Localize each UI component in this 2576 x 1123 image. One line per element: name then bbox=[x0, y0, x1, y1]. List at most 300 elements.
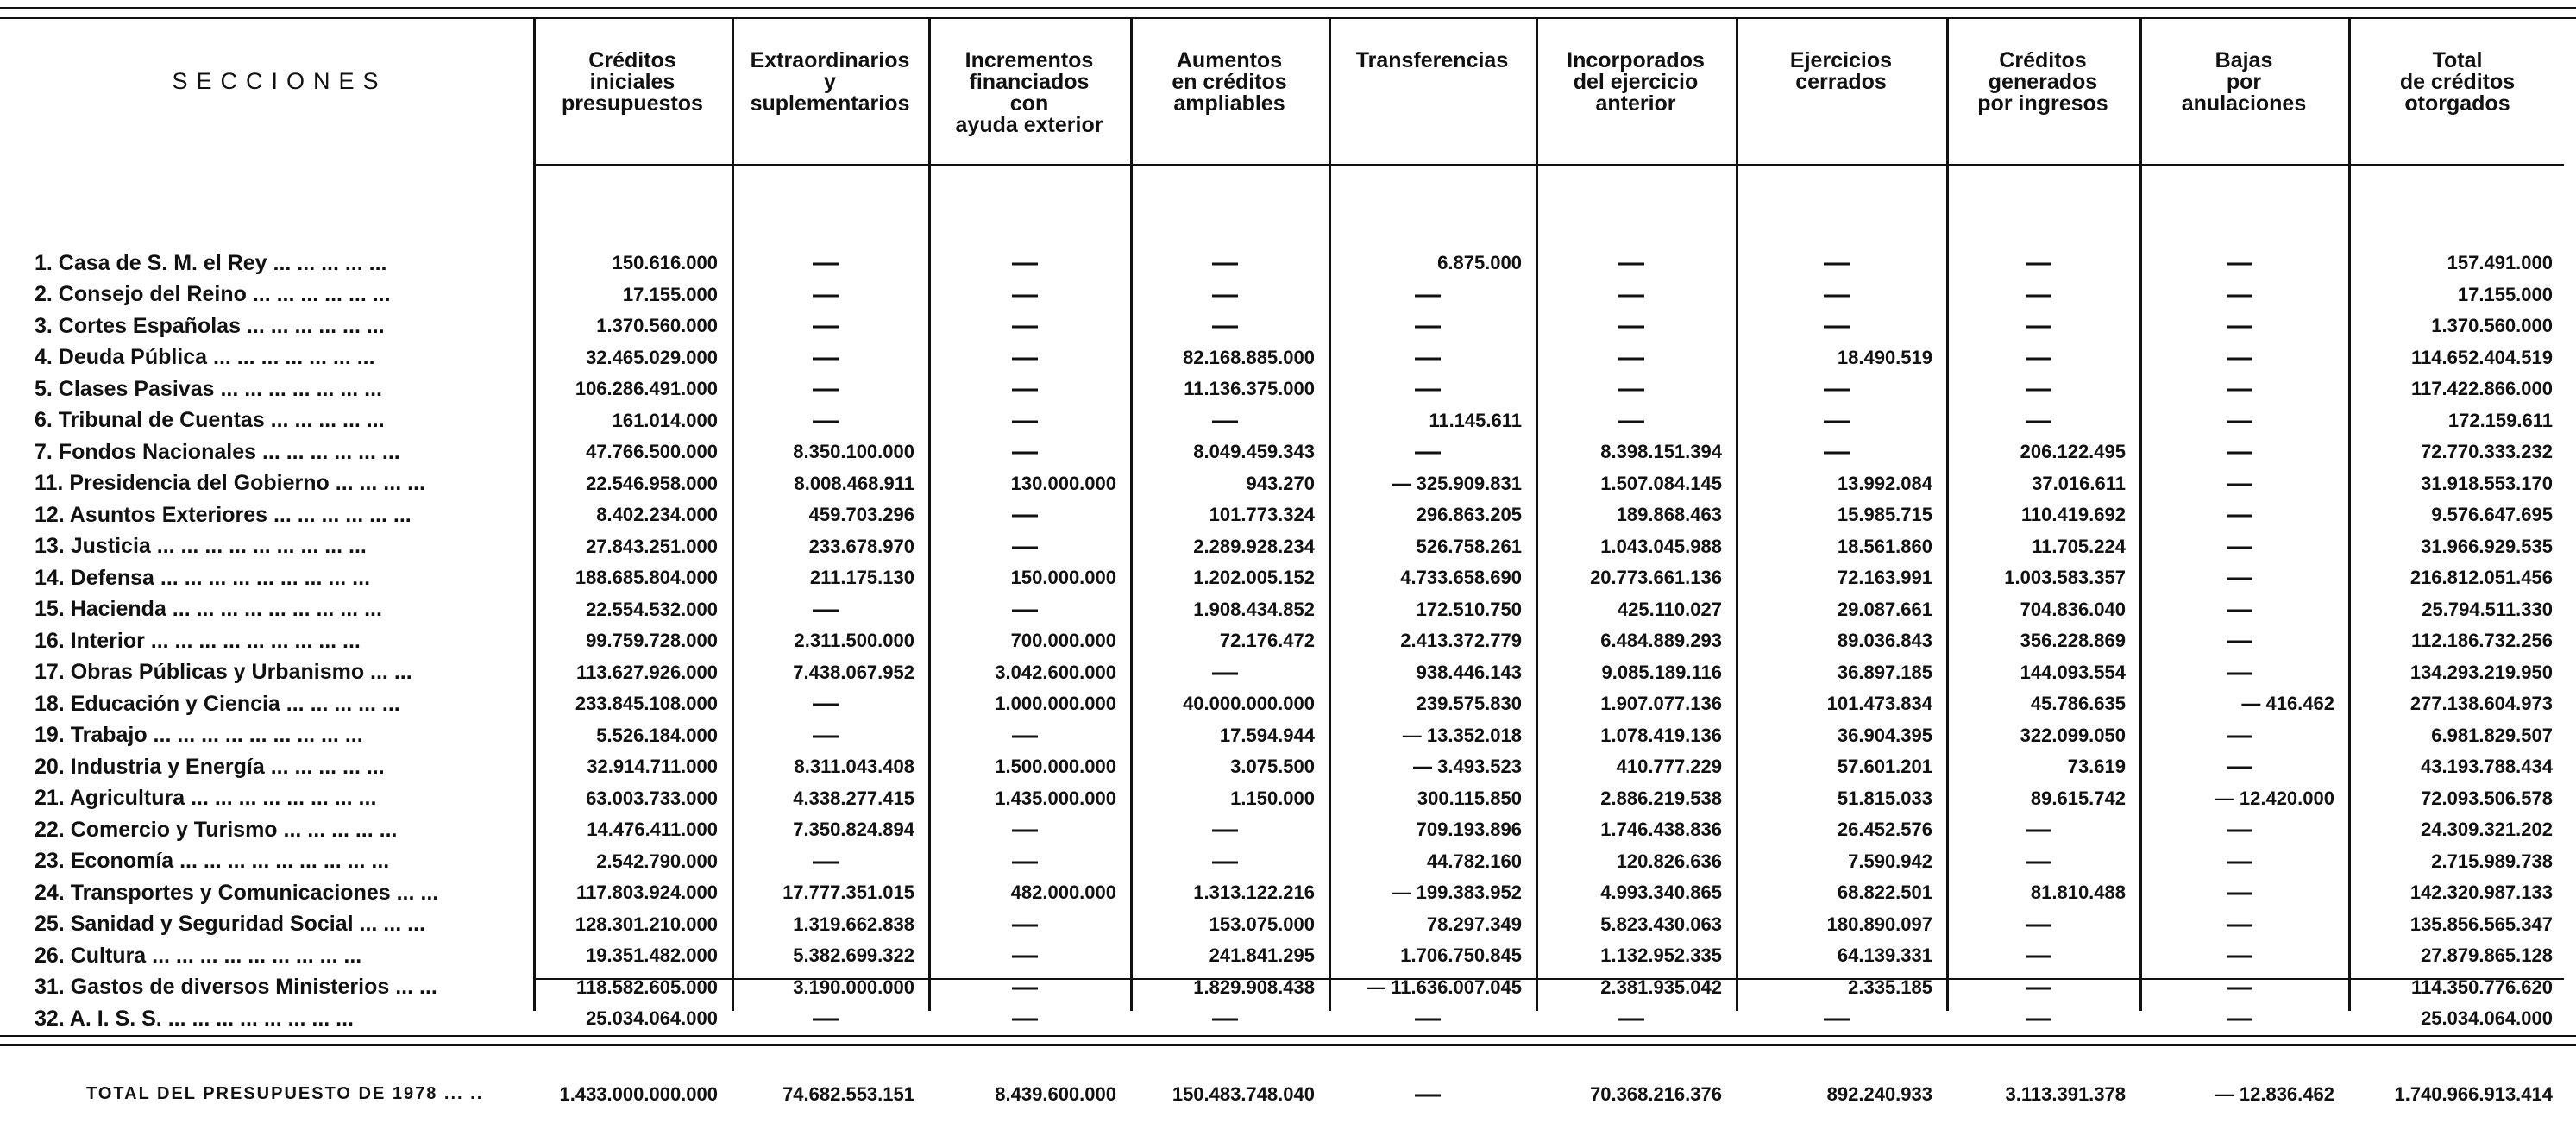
table-cell: — bbox=[2227, 972, 2252, 1001]
table-cell: 40.000.000.000 bbox=[1183, 693, 1315, 715]
table-cell: — bbox=[1012, 311, 1038, 341]
table-cell: — bbox=[2227, 846, 2252, 875]
table-cell: 1.319.662.838 bbox=[793, 913, 914, 935]
table-cell: — bbox=[1012, 1004, 1038, 1033]
table-cell: 51.815.033 bbox=[1837, 787, 1932, 809]
column-header-transferencias: Transferencias bbox=[1355, 48, 1509, 72]
table-cell: 3.075.500 bbox=[1230, 756, 1315, 778]
column-header-incorporados: Incorporados del ejercicio anterior bbox=[1567, 48, 1705, 116]
column-header-total: Total de créditos otorgados bbox=[2399, 48, 2516, 116]
table-cell: 89.615.742 bbox=[2030, 787, 2126, 809]
table-cell: 89.036.843 bbox=[1837, 630, 1932, 652]
table-cell: — bbox=[813, 405, 839, 435]
table-cell: 45.786.635 bbox=[2030, 693, 2126, 715]
table-cell: 8.398.151.394 bbox=[1600, 441, 1722, 463]
table-cell: — bbox=[1415, 374, 1441, 404]
table-cell: 943.270 bbox=[1246, 472, 1315, 494]
row-label: 22. Comercio y Turismo ... ... ... ... ... bbox=[35, 817, 398, 842]
table-cell: — bbox=[2227, 563, 2252, 593]
table-cell: 153.075.000 bbox=[1209, 913, 1315, 935]
table-cell: — 13.352.018 bbox=[1402, 724, 1522, 746]
table-cell: 296.863.205 bbox=[1416, 504, 1522, 526]
table-cell: — bbox=[1824, 1004, 1850, 1033]
row-label: 23. Economía ... ... ... ... ... ... ... ... ... bbox=[35, 849, 390, 874]
table-cell: 2.381.935.042 bbox=[1600, 976, 1722, 998]
table-cell: 72.163.991 bbox=[1837, 567, 1932, 589]
row-label: 13. Justicia ... ... ... ... ... ... ... ... ... bbox=[35, 534, 367, 559]
table-row bbox=[26, 436, 2567, 468]
table-cell: — bbox=[1212, 248, 1238, 278]
table-cell: — bbox=[813, 374, 839, 404]
table-cell: — bbox=[1012, 815, 1038, 844]
table-cell: 36.897.185 bbox=[1837, 661, 1932, 683]
row-label: 14. Defensa ... ... ... ... ... ... ... ... ... bbox=[35, 565, 371, 590]
table-cell: 6.875.000 bbox=[1437, 252, 1522, 274]
table-cell: 1.435.000.000 bbox=[995, 787, 1116, 809]
table-cell: 277.138.604.973 bbox=[2410, 693, 2553, 715]
total-cell: — 12.836.462 bbox=[2215, 1082, 2334, 1105]
table-cell: — bbox=[1012, 941, 1038, 970]
row-label: 20. Industria y Energía ... ... ... ... ... bbox=[35, 754, 385, 779]
table-cell: 3.190.000.000 bbox=[793, 976, 914, 998]
column-header-ejercicios-cerrados: Ejercicios cerrados bbox=[1789, 48, 1893, 94]
table-cell: 938.446.143 bbox=[1416, 661, 1522, 683]
table-cell: 130.000.000 bbox=[1010, 472, 1116, 494]
table-cell: 1.078.419.136 bbox=[1600, 724, 1722, 746]
table-cell: 5.382.699.322 bbox=[793, 944, 914, 967]
table-cell: 1.706.750.845 bbox=[1400, 944, 1522, 967]
table-cell: 68.822.501 bbox=[1837, 881, 1932, 904]
table-cell: 1.829.908.438 bbox=[1193, 976, 1315, 998]
table-cell: — bbox=[1012, 720, 1038, 750]
table-row bbox=[26, 594, 2567, 626]
table-row bbox=[26, 311, 2567, 342]
table-row bbox=[26, 342, 2567, 374]
table-cell: 37.016.611 bbox=[2032, 472, 2126, 494]
table-cell: 150.000.000 bbox=[1010, 567, 1116, 589]
table-cell: — bbox=[2026, 972, 2051, 1001]
table-cell: — bbox=[2227, 657, 2252, 687]
table-row bbox=[26, 846, 2567, 878]
table-cell: 11.145.611 bbox=[1429, 409, 1522, 431]
table-cell: 1.746.438.836 bbox=[1600, 819, 1722, 841]
table-cell: — bbox=[2227, 878, 2252, 907]
table-cell: 31.918.553.170 bbox=[2421, 472, 2553, 494]
table-cell: 356.228.869 bbox=[2020, 630, 2126, 652]
table-cell: 1.132.952.335 bbox=[1600, 944, 1722, 967]
total-cell: 8.439.600.000 bbox=[995, 1082, 1116, 1105]
table-cell: 101.473.834 bbox=[1826, 693, 1932, 715]
table-cell: 5.823.430.063 bbox=[1600, 913, 1722, 935]
table-cell: 161.014.000 bbox=[612, 409, 718, 431]
table-row bbox=[26, 940, 2567, 972]
table-row bbox=[26, 499, 2567, 531]
row-label: 24. Transportes y Comunicaciones ... ... bbox=[35, 880, 439, 905]
table-cell: 81.810.488 bbox=[2030, 881, 2126, 904]
table-cell: 25.034.064.000 bbox=[586, 1007, 718, 1030]
table-row bbox=[26, 972, 2567, 1004]
row-label: 32. A. I. S. S. ... ... ... ... ... ... ... ... bbox=[35, 1006, 355, 1031]
table-cell: — bbox=[2227, 437, 2252, 467]
table-cell: 526.758.261 bbox=[1416, 535, 1522, 557]
table-cell: — bbox=[2227, 1004, 2252, 1033]
table-cell: — bbox=[1212, 279, 1238, 309]
table-cell: 1.370.560.000 bbox=[2431, 315, 2553, 337]
table-cell: 8.008.468.911 bbox=[794, 472, 914, 494]
table-cell: 11.136.375.000 bbox=[1184, 378, 1315, 400]
table-cell: 64.139.331 bbox=[1837, 944, 1932, 967]
table-cell: — 11.636.007.045 bbox=[1367, 976, 1522, 998]
table-row bbox=[26, 248, 2567, 279]
column-header-creditos-iniciales: Créditos iniciales presupuestos bbox=[562, 48, 703, 116]
table-cell: 142.320.987.133 bbox=[2410, 881, 2553, 904]
row-label: 6. Tribunal de Cuentas ... ... ... ... ... bbox=[35, 408, 385, 433]
table-cell: — bbox=[2026, 248, 2051, 278]
row-label: 4. Deuda Pública ... ... ... ... ... ... ... bbox=[35, 345, 375, 370]
table-cell: 157.491.000 bbox=[2447, 252, 2553, 274]
row-label: 12. Asuntos Exteriores ... ... ... ... ... ... bbox=[35, 502, 412, 527]
table-cell: 2.289.928.234 bbox=[1193, 535, 1315, 557]
table-row bbox=[26, 909, 2567, 941]
table-cell: — bbox=[2227, 374, 2252, 404]
table-row bbox=[26, 562, 2567, 594]
table-cell: — bbox=[1012, 437, 1038, 467]
row-label: 26. Cultura ... ... ... ... ... ... ... ... ... bbox=[35, 943, 362, 968]
table-cell: 482.000.000 bbox=[1010, 881, 1116, 904]
table-cell: 2.886.219.538 bbox=[1600, 787, 1722, 809]
table-cell: — bbox=[1012, 342, 1038, 372]
table-cell: 27.843.251.000 bbox=[586, 535, 718, 557]
table-cell: 14.476.411.000 bbox=[587, 819, 718, 841]
column-header-aumentos: Aumentos en créditos ampliables bbox=[1172, 48, 1287, 116]
table-cell: 18.561.860 bbox=[1837, 535, 1932, 557]
table-cell: 322.099.050 bbox=[2020, 724, 2126, 746]
row-label: 5. Clases Pasivas ... ... ... ... ... ... ... bbox=[35, 376, 382, 401]
table-row bbox=[26, 405, 2567, 437]
table-cell: — bbox=[2227, 248, 2252, 278]
row-label: 11. Presidencia del Gobierno ... ... ... ... bbox=[35, 471, 425, 496]
total-cell: 3.113.391.378 bbox=[2005, 1082, 2126, 1105]
table-cell: 22.546.958.000 bbox=[586, 472, 718, 494]
table-cell: 128.301.210.000 bbox=[575, 913, 718, 935]
table-cell: 72.176.472 bbox=[1219, 630, 1315, 652]
table-cell: 1.313.122.216 bbox=[1193, 881, 1315, 904]
table-row bbox=[26, 468, 2567, 500]
table-row bbox=[26, 625, 2567, 657]
table-cell: 9.576.647.695 bbox=[2431, 504, 2553, 526]
column-header-incrementos: Incrementos financiados con ayuda exterior bbox=[955, 48, 1103, 137]
table-cell: 29.087.661 bbox=[1837, 598, 1932, 620]
table-cell: — bbox=[2227, 468, 2252, 498]
table-cell: — bbox=[1824, 311, 1850, 341]
table-cell: 120.826.636 bbox=[1616, 850, 1722, 872]
table-cell: — bbox=[1618, 279, 1644, 309]
table-cell: 1.507.084.145 bbox=[1600, 472, 1722, 494]
table-cell: — bbox=[2227, 342, 2252, 372]
row-label: 1. Casa de S. M. el Rey ... ... ... ... ... bbox=[35, 250, 387, 275]
table-cell: — bbox=[2227, 531, 2252, 561]
table-cell: 31.966.929.535 bbox=[2421, 535, 2553, 557]
table-cell: 1.500.000.000 bbox=[995, 756, 1116, 778]
spacer-row bbox=[26, 216, 2567, 248]
total-cell: 1.433.000.000.000 bbox=[559, 1082, 718, 1105]
table-cell: 8.350.100.000 bbox=[793, 441, 914, 463]
row-label: 3. Cortes Españolas ... ... ... ... ... ... bbox=[35, 313, 385, 338]
table-cell: 216.812.051.456 bbox=[2410, 567, 2553, 589]
table-cell: 17.594.944 bbox=[1219, 724, 1315, 746]
table-cell: — bbox=[2026, 909, 2051, 938]
table-cell: — bbox=[2227, 594, 2252, 624]
table-cell: — bbox=[2026, 342, 2051, 372]
table-cell: 113.627.926.000 bbox=[576, 661, 718, 683]
row-label: 2. Consejo del Reino ... ... ... ... ... ... bbox=[35, 282, 391, 307]
spacer-row bbox=[26, 1035, 2567, 1066]
table-cell: 26.452.576 bbox=[1837, 819, 1932, 841]
table-cell: — bbox=[2227, 752, 2252, 781]
table-cell: 11.705.224 bbox=[2032, 535, 2126, 557]
table-cell: 7.350.824.894 bbox=[793, 819, 914, 841]
table-cell: — bbox=[1824, 405, 1850, 435]
table-cell: — bbox=[1618, 311, 1644, 341]
table-cell: — bbox=[2026, 815, 2051, 844]
table-cell: 4.733.658.690 bbox=[1400, 567, 1522, 589]
table-cell: 700.000.000 bbox=[1010, 630, 1116, 652]
table-row bbox=[26, 720, 2567, 752]
table-cell: 2.413.372.779 bbox=[1400, 630, 1522, 652]
table-cell: 709.193.896 bbox=[1416, 819, 1522, 841]
table-cell: 150.616.000 bbox=[612, 252, 718, 274]
table-cell: — 325.909.831 bbox=[1392, 472, 1522, 494]
table-cell: — bbox=[1012, 500, 1038, 530]
table-cell: 6.484.889.293 bbox=[1600, 630, 1722, 652]
top-rule bbox=[0, 7, 2576, 9]
table-cell: 114.652.404.519 bbox=[2411, 346, 2553, 368]
table-cell: 1.370.560.000 bbox=[596, 315, 718, 337]
table-cell: — bbox=[1012, 972, 1038, 1001]
table-row bbox=[26, 751, 2567, 783]
total-row bbox=[26, 1066, 2567, 1123]
table-cell: — bbox=[1012, 405, 1038, 435]
table-cell: 425.110.027 bbox=[1617, 598, 1722, 620]
table-cell: 180.890.097 bbox=[1826, 913, 1932, 935]
total-cell: 1.740.966.913.414 bbox=[2394, 1082, 2553, 1105]
table-cell: 172.510.750 bbox=[1416, 598, 1522, 620]
table-cell: — bbox=[2227, 311, 2252, 341]
column-header-bajas: Bajas por anulaciones bbox=[2181, 48, 2307, 116]
table-cell: 112.186.732.256 bbox=[2411, 630, 2553, 652]
table-cell: — bbox=[2227, 500, 2252, 530]
table-row bbox=[26, 531, 2567, 563]
table-cell: — bbox=[2227, 626, 2252, 656]
table-cell: 106.286.491.000 bbox=[575, 378, 718, 400]
table-cell: 4.338.277.415 bbox=[793, 787, 914, 809]
table-cell: 44.782.160 bbox=[1426, 850, 1522, 872]
table-cell: 134.293.219.950 bbox=[2410, 661, 2553, 683]
table-cell: — bbox=[2227, 279, 2252, 309]
table-cell: 43.193.788.434 bbox=[2421, 756, 2553, 778]
row-label: 18. Educación y Ciencia ... ... ... ... ... bbox=[35, 691, 400, 716]
table-row bbox=[26, 877, 2567, 909]
table-cell: 1.907.077.136 bbox=[1600, 693, 1722, 715]
table-cell: — bbox=[1012, 846, 1038, 875]
table-cell: — bbox=[2026, 279, 2051, 309]
total-cell: 74.682.553.151 bbox=[782, 1082, 914, 1105]
table-cell: — bbox=[1212, 311, 1238, 341]
table-cell: — bbox=[1212, 1004, 1238, 1033]
table-cell: 2.335.185 bbox=[1848, 976, 1932, 998]
table-cell: — bbox=[1618, 405, 1644, 435]
table-cell: 211.175.130 bbox=[809, 567, 914, 589]
total-cell: 892.240.933 bbox=[1826, 1082, 1932, 1105]
table-cell: — 12.420.000 bbox=[2215, 787, 2334, 809]
table-cell: 144.093.554 bbox=[2020, 661, 2126, 683]
row-label: 17. Obras Públicas y Urbanismo ... ... bbox=[35, 660, 412, 685]
table-cell: 17.777.351.015 bbox=[782, 881, 914, 904]
table-cell: — bbox=[1824, 437, 1850, 467]
table-cell: 8.049.459.343 bbox=[1193, 441, 1315, 463]
table-cell: 117.803.924.000 bbox=[576, 881, 718, 904]
table-cell: — bbox=[1415, 279, 1441, 309]
total-cell: 150.483.748.040 bbox=[1172, 1082, 1315, 1105]
table-cell: — bbox=[2227, 405, 2252, 435]
table-cell: 459.703.296 bbox=[808, 504, 914, 526]
table-cell: — bbox=[1012, 594, 1038, 624]
table-cell: — bbox=[813, 342, 839, 372]
table-cell: — bbox=[1618, 1004, 1644, 1033]
table-cell: — bbox=[1012, 374, 1038, 404]
table-cell: — bbox=[1212, 657, 1238, 687]
column-header-creditos-generados: Créditos generados por ingresos bbox=[1977, 48, 2108, 116]
table-cell: 15.985.715 bbox=[1837, 504, 1932, 526]
table-cell: 410.777.229 bbox=[1616, 756, 1722, 778]
table-row bbox=[26, 688, 2567, 720]
table-cell: 25.794.511.330 bbox=[2422, 598, 2553, 620]
table-cell: 25.034.064.000 bbox=[2421, 1007, 2553, 1030]
table-cell: 63.003.733.000 bbox=[586, 787, 718, 809]
table-cell: — bbox=[1824, 279, 1850, 309]
table-cell: — bbox=[813, 720, 839, 750]
table-cell: 241.841.295 bbox=[1209, 944, 1315, 967]
table-row bbox=[26, 657, 2567, 689]
row-label: 16. Interior ... ... ... ... ... ... ... ... ... bbox=[35, 628, 361, 653]
table-cell: 101.773.324 bbox=[1209, 504, 1315, 526]
table-body bbox=[26, 216, 2567, 1066]
table-cell: 99.759.728.000 bbox=[586, 630, 718, 652]
table-cell: 72.093.506.578 bbox=[2421, 787, 2553, 809]
table-row bbox=[26, 1003, 2567, 1035]
table-cell: — bbox=[1824, 248, 1850, 278]
table-cell: — bbox=[2026, 846, 2051, 875]
table-cell: 2.542.790.000 bbox=[596, 850, 718, 872]
budget-table bbox=[26, 19, 2567, 1123]
table-row bbox=[26, 814, 2567, 846]
table-cell: — bbox=[1415, 1004, 1441, 1033]
table-cell: — bbox=[1415, 311, 1441, 341]
table-cell: 114.350.776.620 bbox=[2411, 976, 2553, 998]
table-cell: 117.422.866.000 bbox=[2411, 378, 2553, 400]
table-cell: — bbox=[1415, 342, 1441, 372]
table-cell: — bbox=[813, 1004, 839, 1033]
table-cell: 13.992.084 bbox=[1837, 472, 1932, 494]
table-cell: — bbox=[813, 248, 839, 278]
table-cell: — bbox=[2227, 720, 2252, 750]
table-cell: — bbox=[1012, 248, 1038, 278]
table-cell: — bbox=[2227, 909, 2252, 938]
table-cell: — bbox=[1618, 342, 1644, 372]
table-cell: 8.402.234.000 bbox=[596, 504, 718, 526]
table-cell: 1.908.434.852 bbox=[1193, 598, 1315, 620]
table-cell: 1.003.583.357 bbox=[2004, 567, 2126, 589]
table-cell: 57.601.201 bbox=[1837, 756, 1932, 778]
table-cell: 6.981.829.507 bbox=[2431, 724, 2553, 746]
table-cell: — bbox=[2026, 405, 2051, 435]
table-cell: 1.043.045.988 bbox=[1600, 535, 1722, 557]
table-cell: 118.582.605.000 bbox=[576, 976, 718, 998]
table-header-row bbox=[26, 19, 2567, 216]
secciones-header: SECCIONES bbox=[172, 68, 387, 94]
table-cell: 1.150.000 bbox=[1230, 787, 1315, 809]
table-cell: — bbox=[813, 311, 839, 341]
table-cell: — bbox=[1415, 437, 1441, 467]
table-cell: 2.715.989.738 bbox=[2431, 850, 2553, 872]
row-label: 15. Hacienda ... ... ... ... ... ... ... ... ... bbox=[35, 597, 382, 622]
table-cell: 22.554.532.000 bbox=[586, 598, 718, 620]
table-cell: 32.914.711.000 bbox=[587, 756, 718, 778]
table-cell: 110.419.692 bbox=[2020, 504, 2126, 526]
table-cell: 18.490.519 bbox=[1837, 346, 1932, 368]
table-cell: 72.770.333.232 bbox=[2421, 441, 2553, 463]
table-cell: 20.773.661.136 bbox=[1590, 567, 1722, 589]
table-cell: — bbox=[1212, 846, 1238, 875]
total-cell: 70.368.216.376 bbox=[1590, 1082, 1722, 1105]
row-label: 21. Agricultura ... ... ... ... ... ... ... ... bbox=[35, 786, 377, 811]
table-cell: 8.311.043.408 bbox=[794, 756, 914, 778]
row-label: 31. Gastos de diversos Ministerios ... ... bbox=[35, 975, 437, 1000]
column-header-extraordinarios: Extraordinarios y suplementarios bbox=[750, 48, 910, 116]
table-cell: — bbox=[1012, 909, 1038, 938]
table-cell: — bbox=[2026, 311, 2051, 341]
table-cell: 7.590.942 bbox=[1848, 850, 1932, 872]
table-cell: 3.042.600.000 bbox=[995, 661, 1116, 683]
table-cell: 78.297.349 bbox=[1426, 913, 1522, 935]
table-cell: 239.575.830 bbox=[1416, 693, 1522, 715]
table-row bbox=[26, 373, 2567, 405]
table-cell: — bbox=[2227, 941, 2252, 970]
table-cell: 7.438.067.952 bbox=[793, 661, 914, 683]
row-label: 25. Sanidad y Seguridad Social ... ... ... bbox=[35, 912, 425, 937]
table-cell: 9.085.189.116 bbox=[1601, 661, 1722, 683]
table-cell: — bbox=[1618, 248, 1644, 278]
total-label: TOTAL DEL PRESUPUESTO DE 1978 ... .. bbox=[86, 1084, 484, 1103]
table-cell: 19.351.482.000 bbox=[586, 944, 718, 967]
table-cell: 300.115.850 bbox=[1417, 787, 1522, 809]
table-row bbox=[26, 783, 2567, 815]
table-cell: — bbox=[1212, 405, 1238, 435]
table-cell: 206.122.495 bbox=[2020, 441, 2126, 463]
table-cell: — bbox=[2227, 815, 2252, 844]
table-cell: 73.619 bbox=[2067, 756, 2126, 778]
row-label: 7. Fondos Nacionales ... ... ... ... ... ... bbox=[35, 439, 400, 464]
table-row bbox=[26, 279, 2567, 311]
table-cell: 233.678.970 bbox=[808, 535, 914, 557]
table-cell: — bbox=[1012, 279, 1038, 309]
table-cell: 82.168.885.000 bbox=[1183, 346, 1315, 368]
table-cell: 24.309.321.202 bbox=[2421, 819, 2553, 841]
table-total-section bbox=[26, 1066, 2567, 1123]
table-cell: — bbox=[813, 689, 839, 718]
table-cell: 188.685.804.000 bbox=[575, 567, 718, 589]
table-cell: — bbox=[813, 846, 839, 875]
